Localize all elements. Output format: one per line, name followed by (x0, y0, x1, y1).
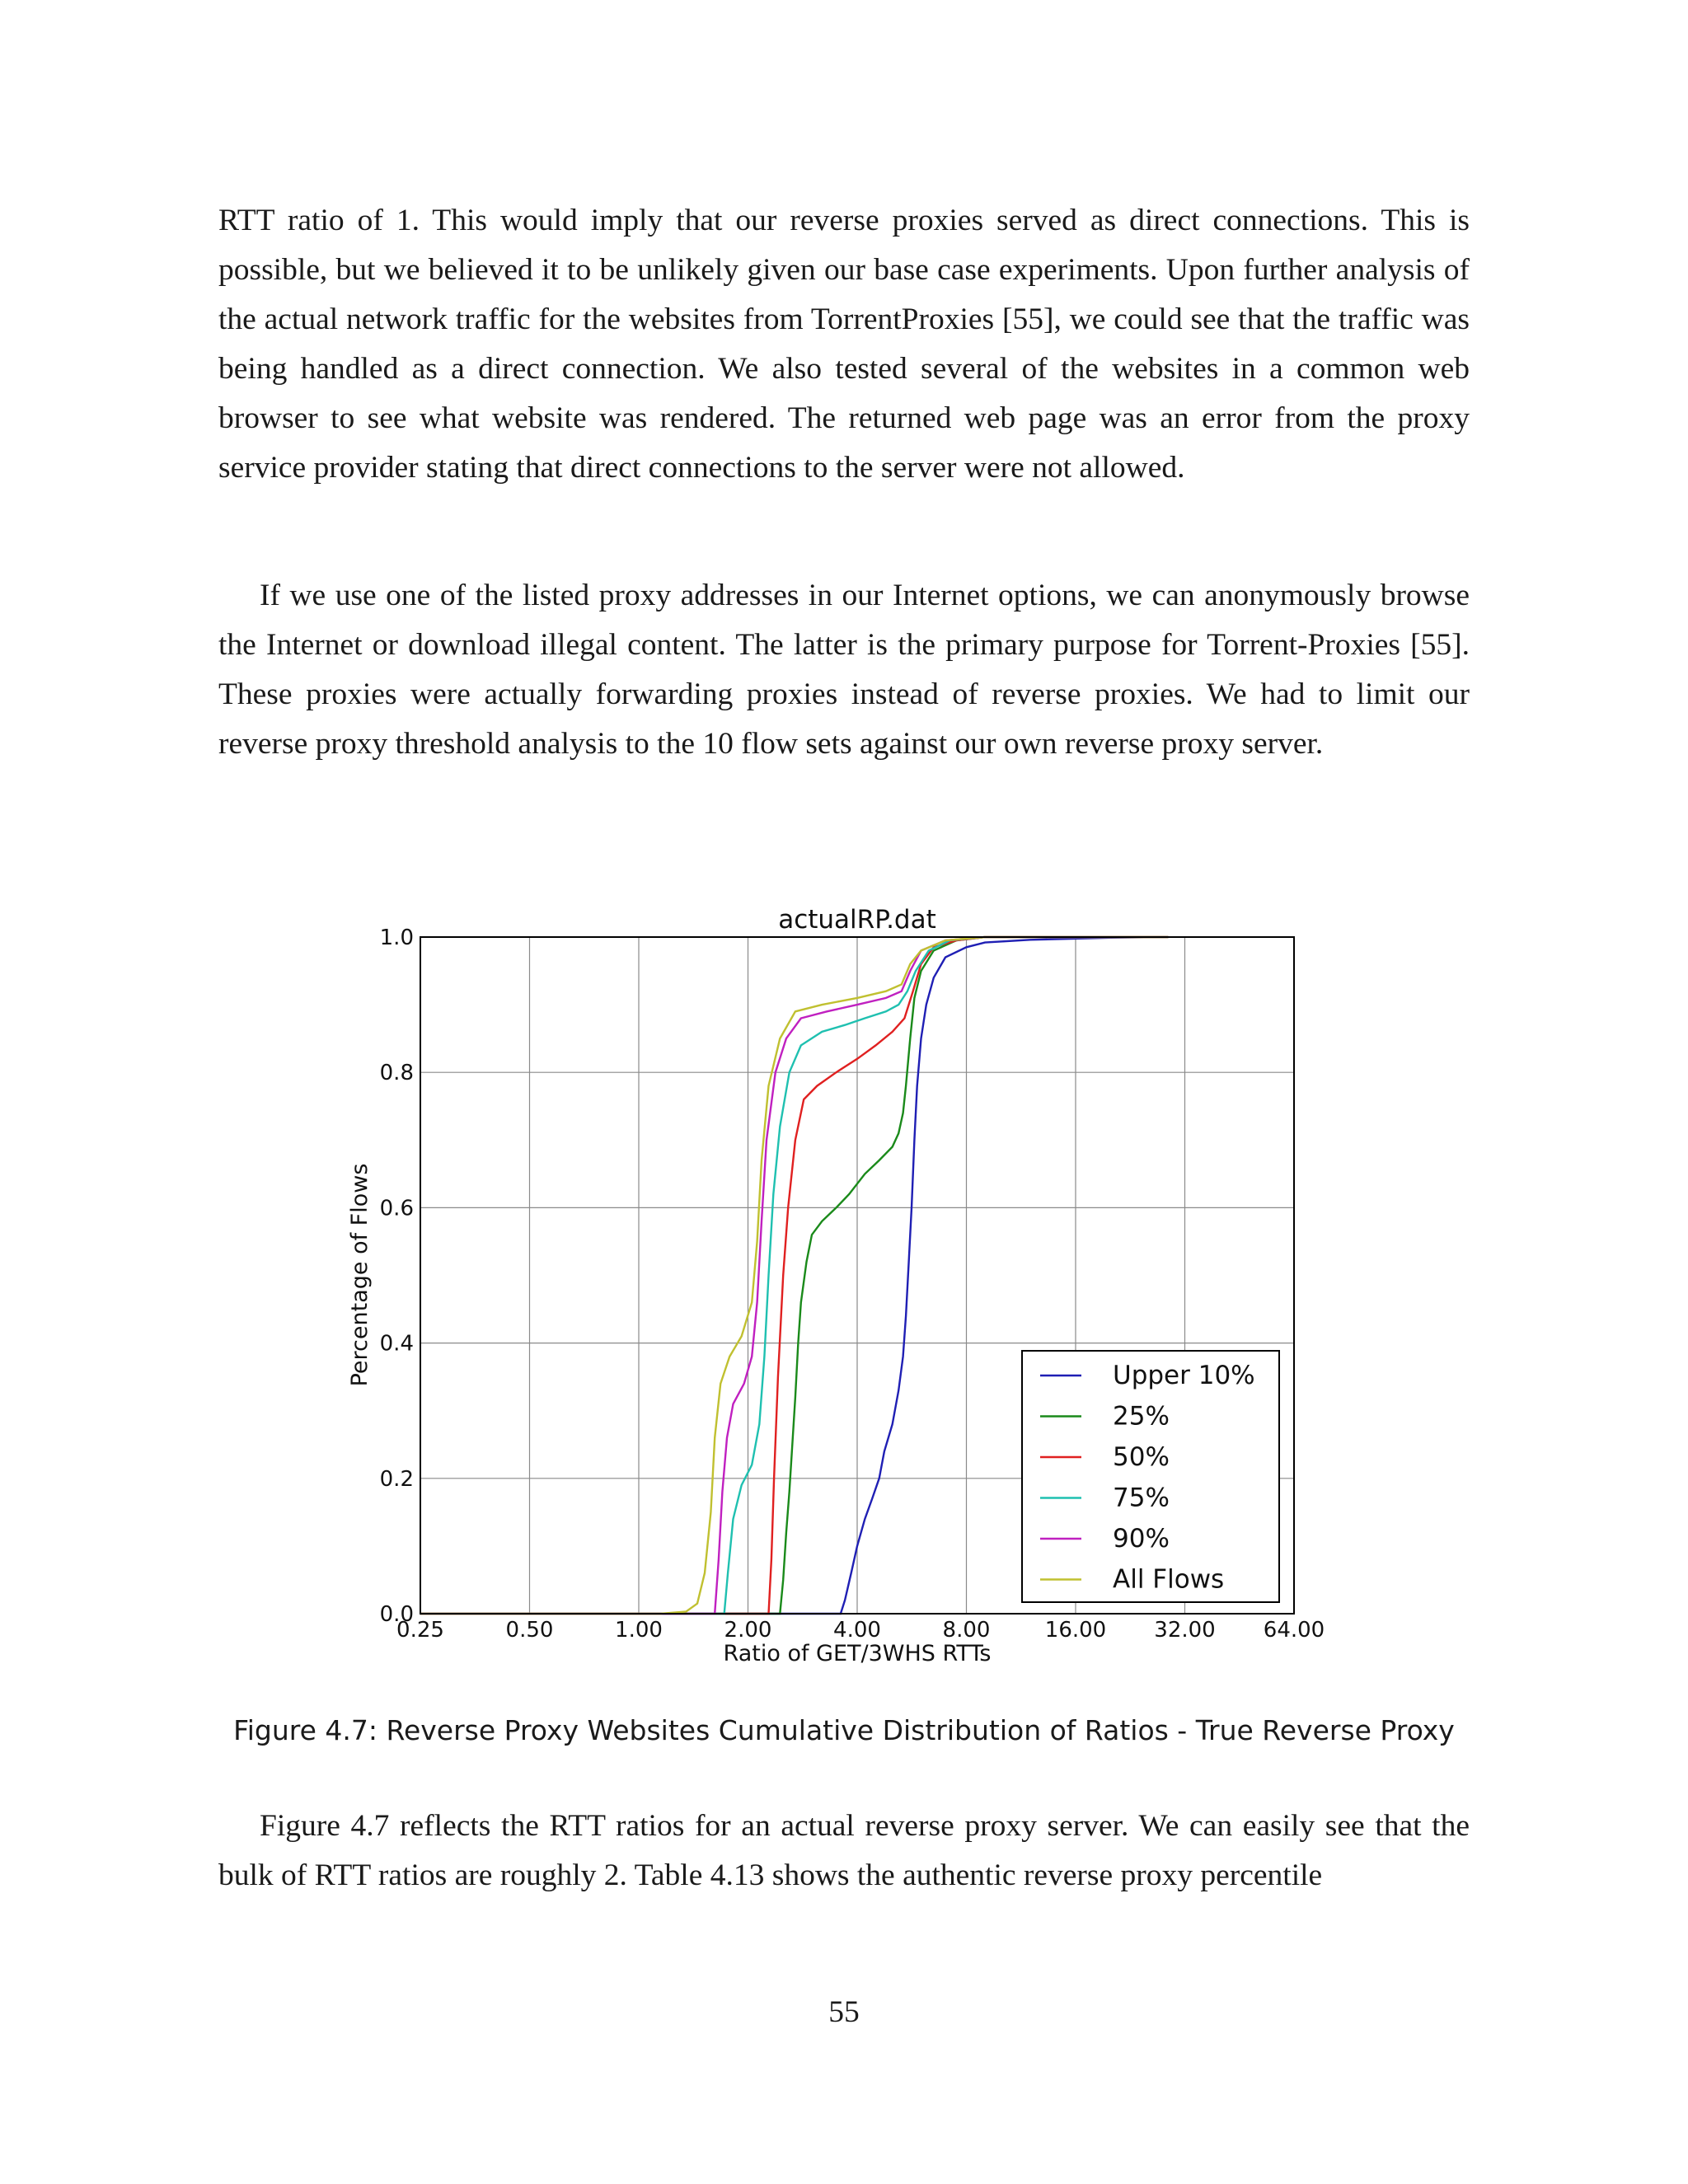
x-tick-label: 1.00 (615, 1618, 663, 1643)
x-tick-label: 0.50 (505, 1618, 554, 1643)
x-tick-label: 2.00 (724, 1618, 772, 1643)
paragraph-3: Figure 4.7 reflects the RTT ratios for an actual reverse proxy server. We can easily see that the bulk of RTT ratios are roughly 2. Table 4.13 shows the authentic reverse proxy percentile (218, 1809, 1470, 1892)
x-tick-label: 0.25 (396, 1618, 444, 1643)
page-number: 55 (828, 1995, 860, 2029)
y-axis-label: Percentage of Flows (347, 1163, 373, 1387)
x-axis-label: Ratio of GET/3WHS RTTs (723, 1641, 992, 1666)
legend-label: 90% (1113, 1524, 1170, 1554)
x-tick-label: 16.00 (1044, 1618, 1107, 1643)
legend-label: 75% (1113, 1483, 1170, 1513)
y-tick-label: 0.4 (379, 1331, 414, 1357)
x-tick-label: 4.00 (833, 1618, 881, 1643)
y-tick-label: 1.0 (379, 926, 414, 950)
y-tick-label: 0.6 (379, 1196, 414, 1221)
legend-label: Upper 10% (1113, 1361, 1255, 1390)
paragraph-2: If we use one of the listed proxy addresses in our Internet options, we can anonymously browse the Internet or download illegal content. The latter is the primary purpose for Torrent-Proxies [55]. These proxies were actually forwarding proxies instead of reverse proxies. We had to limit our reverse proxy threshold analysis to the 10 flow sets against our own reverse proxy server. (218, 579, 1470, 761)
y-tick-label: 0.0 (379, 1602, 414, 1627)
figure-chart (330, 895, 1343, 1686)
legend-label: 50% (1113, 1442, 1170, 1472)
y-tick-label: 0.2 (379, 1466, 414, 1492)
paragraph-1: RTT ratio of 1. This would imply that our reverse proxies served as direct connections. This is possible, but we believed it to be unlikely given our base case experiments. Upon further analysis of the actual network traffic for the websites from TorrentProxies [55], we could see that the traffic was being handled as a direct connection. We also tested several of the websites in a common web browser to see what website was rendered. The returned web page was an error from the proxy service provider stating that direct connections to the server were not allowed. (218, 204, 1470, 485)
y-tick-label: 0.8 (379, 1061, 414, 1086)
legend-label: All Flows (1113, 1564, 1225, 1595)
cdf-chart (330, 895, 1343, 1686)
legend-label: 25% (1113, 1401, 1170, 1432)
figure-caption: Figure 4.7: Reverse Proxy Websites Cumulative Distribution of Ratios - True Reverse Proxy (233, 1714, 1455, 1746)
x-tick-label: 8.00 (942, 1618, 991, 1643)
chart-title: actualRP.dat (778, 905, 936, 935)
x-tick-label: 32.00 (1154, 1618, 1216, 1643)
legend (1022, 1351, 1279, 1602)
x-tick-label: 64.00 (1263, 1618, 1325, 1643)
